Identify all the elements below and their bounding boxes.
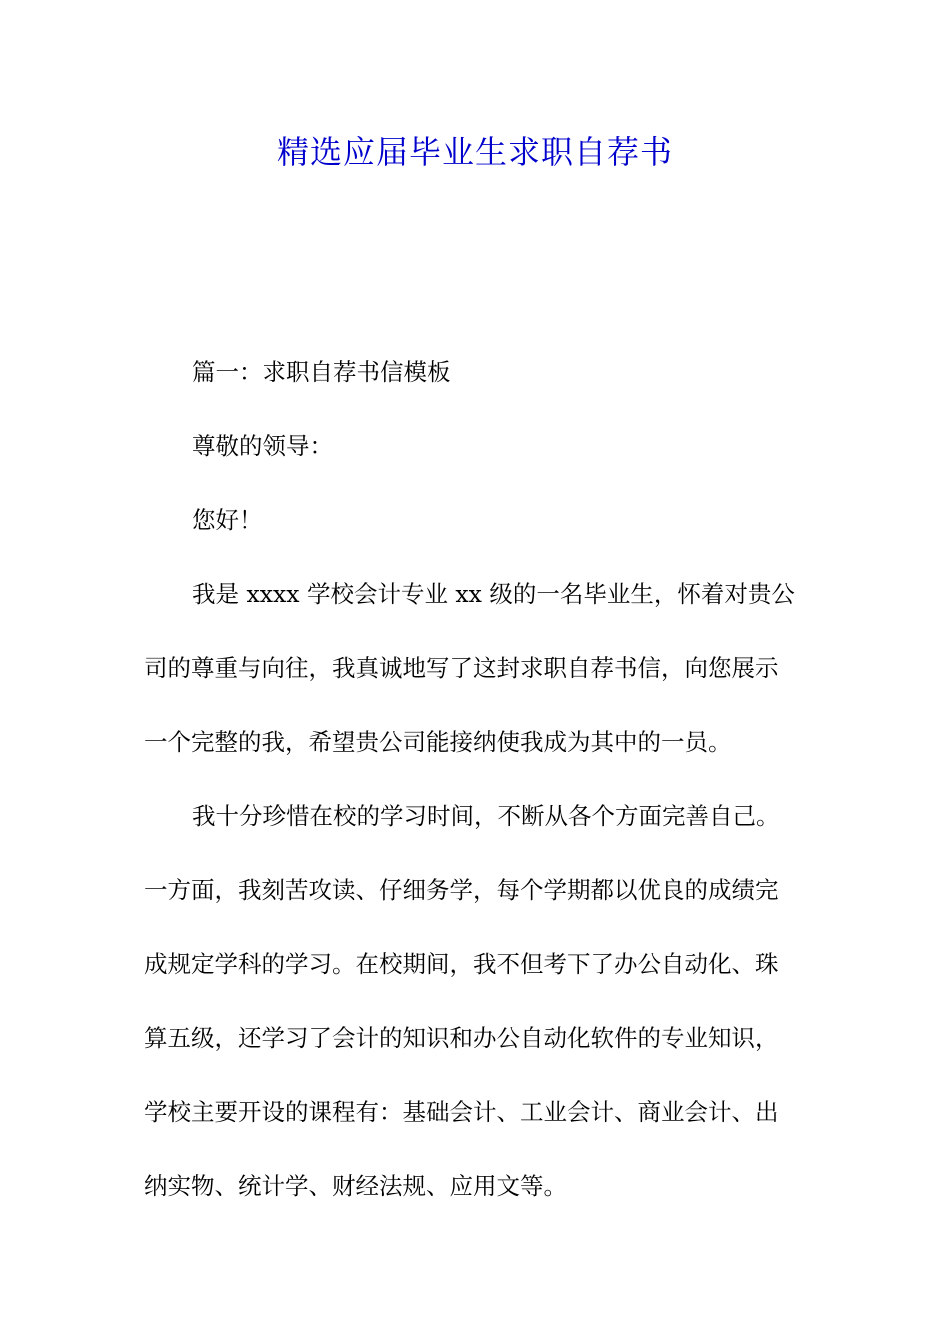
- text-line: 算五级，还学习了会计的知识和办公自动化软件的专业知识，: [144, 1024, 779, 1052]
- text-line: 学校主要开设的课程有：基础会计、工业会计、商业会计、出: [144, 1098, 779, 1126]
- text-line: 您好！: [192, 506, 263, 534]
- text-line: 一方面，我刻苦攻读、仔细务学，每个学期都以优良的成绩完: [144, 876, 779, 904]
- greeting: [144, 483, 806, 557]
- text-line: 篇一：求职自荐书信模板: [192, 358, 451, 386]
- text-line: 我是 xxxx 学校会计专业 xx 级的一名毕业生，怀着对贵公: [192, 580, 795, 608]
- paragraph-studies: [144, 779, 806, 1223]
- text-line: 司的尊重与向往，我真诚地写了这封求职自荐书信，向您展示: [144, 654, 779, 682]
- document-body: [144, 335, 806, 1223]
- document-title: 精选应届毕业生求职自荐书: [276, 133, 673, 171]
- text-line: 尊敬的领导：: [192, 432, 333, 460]
- salutation: [144, 409, 806, 483]
- text-line: 我十分珍惜在校的学习时间，不断从各个方面完善自己。: [192, 802, 780, 830]
- text-line: 成规定学科的学习。在校期间，我不但考下了办公自动化、珠: [144, 950, 779, 978]
- paragraph-introduction: [144, 557, 806, 779]
- section-heading: [144, 335, 806, 409]
- text-line: 纳实物、统计学、财经法规、应用文等。: [144, 1172, 567, 1200]
- text-line: 一个完整的我，希望贵公司能接纳使我成为其中的一员。: [144, 728, 732, 756]
